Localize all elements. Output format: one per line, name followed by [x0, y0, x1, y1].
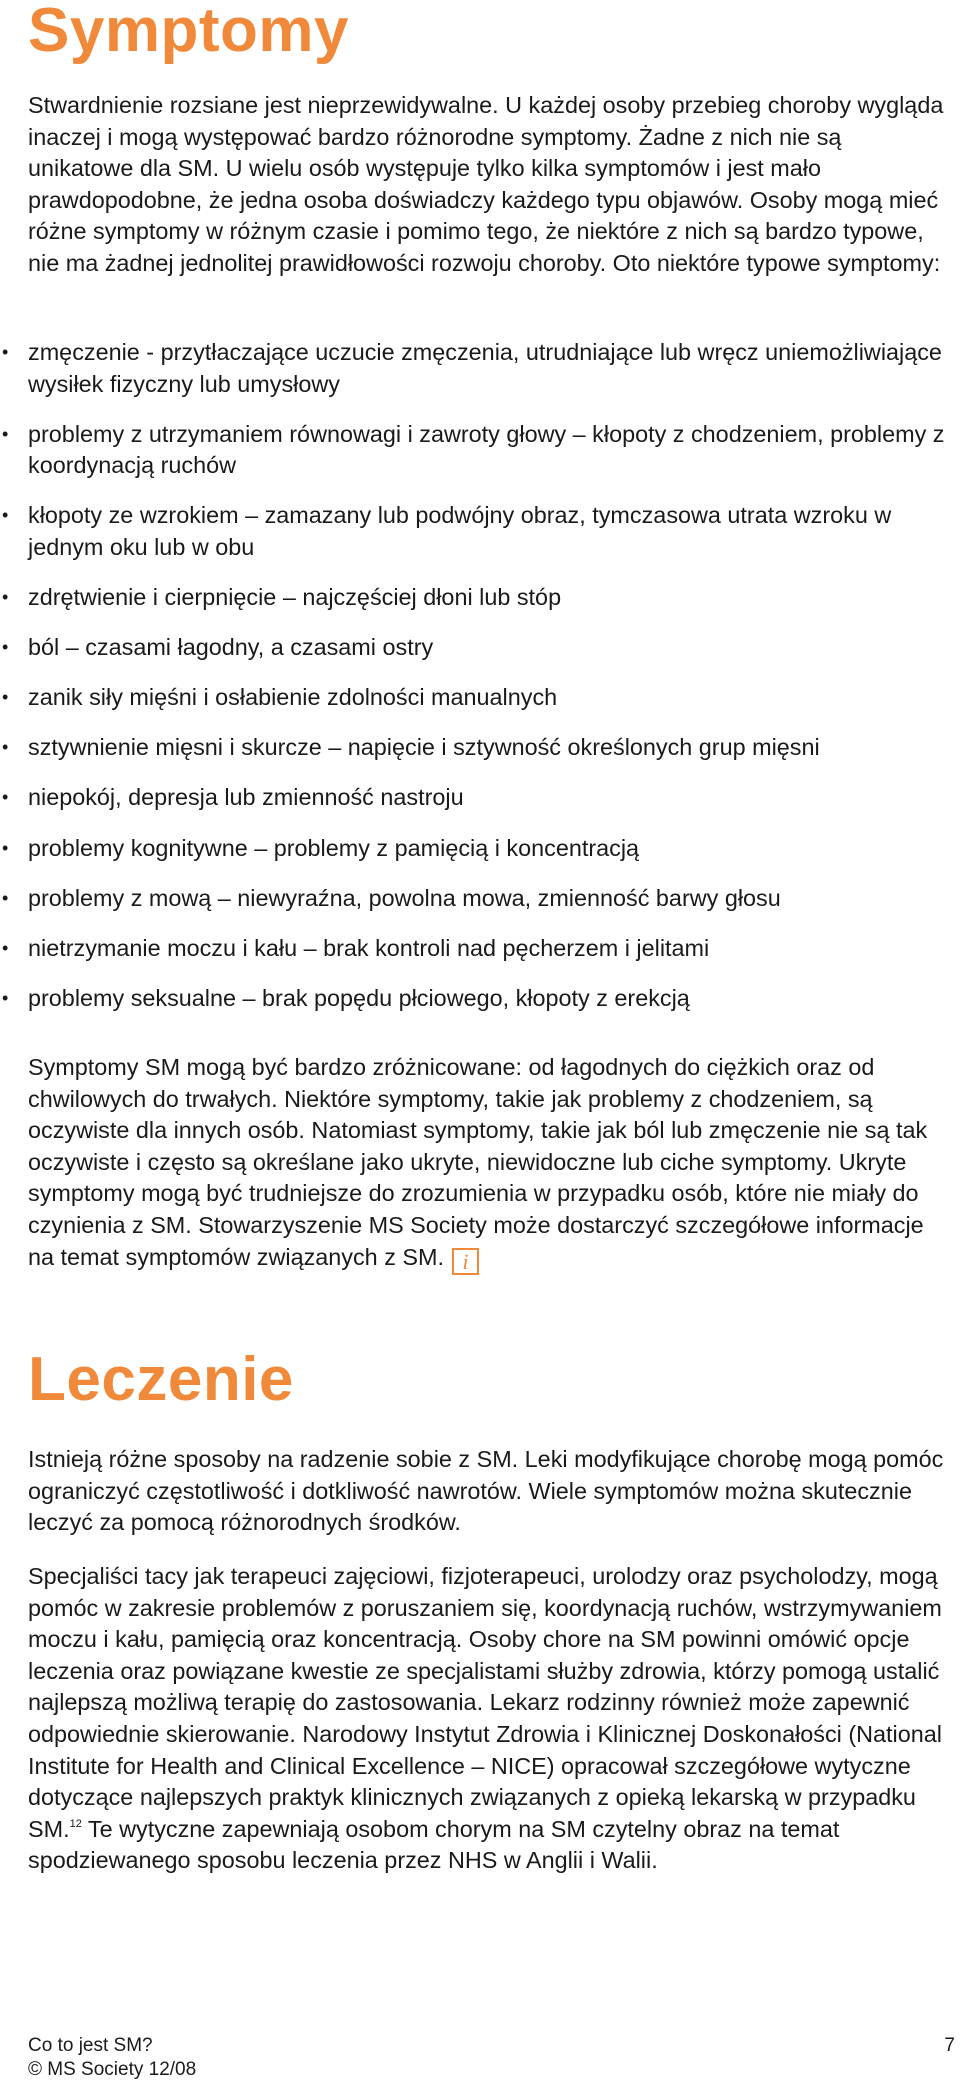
list-item	[0, 682, 948, 714]
bullet-icon: •	[2, 737, 9, 758]
list-item-text: sztywnienie mięsni i skurcze – napięcie i sztywność określonych grup mięsni	[28, 734, 820, 761]
list-item-text: niepokój, depresja lub zmienność nastroju	[28, 784, 464, 811]
bullet-icon: •	[2, 887, 9, 908]
list-item	[0, 983, 948, 1015]
list-item	[0, 833, 948, 865]
list-item-text: problemy z utrzymaniem równowagi i zawroty głowy – kłopoty z chodzeniem, problemy z koordynacją ruchów	[28, 420, 945, 479]
list-item-text: kłopoty ze wzrokiem – zamazany lub podwójny obraz, tymczasowa utrata wzroku w jednym oku lub w obu	[28, 502, 892, 560]
info-icon[interactable]: i	[452, 1248, 479, 1275]
bullet-icon: •	[2, 342, 9, 362]
list-item-text: problemy seksualne – brak popędu płciowego, kłopoty z erekcją	[28, 984, 690, 1011]
footer-title: Co to jest SM?	[28, 2035, 153, 2056]
reference-number: 12	[69, 1817, 82, 1830]
list-item-text: nietrzymanie moczu i kału – brak kontroli nad pęcherzem i jelitami	[28, 934, 710, 961]
list-item	[0, 582, 948, 614]
list-item	[0, 419, 948, 482]
bullet-icon: •	[2, 687, 9, 708]
bullet-icon: •	[2, 937, 9, 958]
list-item-text: problemy kognitywne – problemy z pamięcią i koncentracją	[28, 834, 640, 861]
list-item	[0, 337, 948, 400]
treatment-paragraph-2-continued: Te wytyczne zapewniają osobom chorym na SM czytelny obraz na temat spodziewanego sposobu leczenia przez NHS w Anglii i Walii.	[28, 1815, 840, 1874]
list-item	[0, 632, 948, 664]
list-item	[0, 933, 948, 965]
footer-copyright: © MS Society 12/08	[28, 2059, 197, 2080]
list-item-text: ból – czasami łagodny, a czasami ostry	[28, 634, 434, 661]
bullet-icon: •	[2, 423, 9, 444]
treatment-paragraph-2	[28, 1561, 948, 1877]
bullet-icon: •	[2, 637, 9, 658]
list-item-text: zanik siły mięśni i osłabienie zdolności manualnych	[28, 684, 558, 711]
bullet-icon: •	[2, 587, 9, 608]
list-item	[0, 732, 948, 764]
list-item-text: zdrętwienie i cierpnięcie – najczęściej dłoni lub stóp	[28, 584, 562, 611]
symptoms-outro-text: Symptomy SM mogą być bardzo zróżnicowane: od łagodnych do ciężkich oraz od chwilowych do trwałych. Niektóre symptomy, takie jak problemy z chodzeniem, są oczywiste dla innych osób. Natomiast symptomy, takie jak ból lub zmęczenie nie są tak oczywiste i często są określane jako ukryte, niewidoczne lub ciche symptomy. Ukryte symptomy mogą być trudniejsze do zrozumienia w przypadku osób, które nie miały do czynienia z SM. Stowarzyszenie MS Society może dostarczyć szczegółowe informacje na temat symptomów związanych z SM.	[28, 1054, 928, 1270]
list-item	[0, 500, 948, 563]
treatment-heading: Leczenie	[28, 1345, 294, 1414]
list-item	[0, 782, 948, 814]
bullet-icon: •	[2, 505, 9, 526]
symptoms-list	[0, 337, 960, 1033]
list-item-text: problemy z mową – niewyraźna, powolna mowa, zmienność barwy głosu	[28, 884, 781, 911]
symptoms-heading: Symptomy	[28, 0, 349, 65]
footer	[28, 2034, 196, 2082]
symptoms-outro	[28, 1052, 948, 1275]
treatment-paragraph-2-text: Specjaliści tacy jak terapeuci zajęciowi, fizjoterapeuci, urolodzy oraz psycholodzy, mogą pomóc w zakresie problemów z poruszaniem się, koordynacją ruchów, wstrzymywaniem moczu i kału, pamięcią oraz koncentracją. Osoby chore na SM powinni omówić opcje leczenia oraz powiązane kwestie ze specjalistami służby zdrowia, którzy pomogą ustalić najlepszą możliwą terapię do zastosowania. Lekarz rodzinny również może zapewnić odpowiednie skierowanie. Narodowy Instytut Zdrowia i Klinicznej Doskonałości (National Institute for Health and Clinical Excellence – NICE) opracował szczegółowe wytyczne dotyczące najlepszych praktyk klinicznych związanych z opieką lekarską w przypadku SM.	[28, 1563, 942, 1842]
treatment-paragraph-1: Istnieją różne sposoby na radzenie sobie z SM. Leki modyfikujące chorobę mogą pomóc ograniczyć częstotliwość i dotkliwość nawrotów. Wiele symptomów można skutecznie leczyć za pomocą różnorodnych środków.	[28, 1446, 944, 1536]
bullet-icon: •	[2, 837, 9, 858]
symptoms-intro: Stwardnienie rozsiane jest nieprzewidywalne. U każdej osoby przebieg choroby wygląda inaczej i mogą występować bardzo różnorodne symptomy. Żadne z nich nie są unikatowe dla SM. U wielu osób występuje tylko kilka symptomów i jest mało prawdopodobne, że jedna osoba doświadczy każdego typu objawów. Osoby mogą mieć różne symptomy w różnym czasie i pomimo tego, że niektóre z nich są bardzo typowe, nie ma żadnej jednolitej prawidłowości rozwoju choroby. Oto niektóre typowe symptomy:	[28, 92, 944, 276]
bullet-icon: •	[2, 987, 9, 1008]
list-item-text: zmęczenie - przytłaczające uczucie zmęczenia, utrudniające lub wręcz uniemożliwiające wysiłek fizyczny lub umysłowy	[28, 339, 942, 397]
page-number: 7	[944, 2035, 955, 2056]
list-item	[0, 883, 948, 915]
bullet-icon: •	[2, 787, 9, 808]
